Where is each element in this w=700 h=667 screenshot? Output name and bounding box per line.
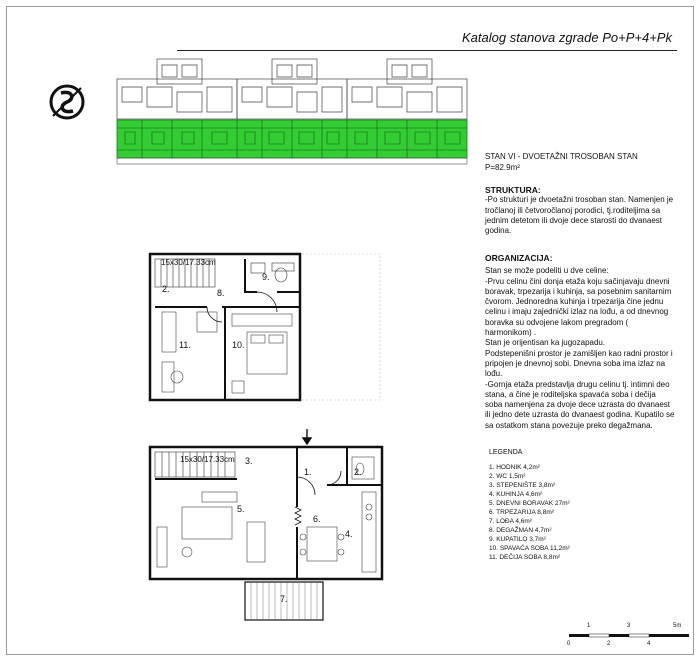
room-label: 4. bbox=[345, 529, 353, 539]
organization-paragraph: -Gornja etaža predstavlja drugu celinu tj. intimni deo stana, a čine je roditeljska spavaća soba i dečija soba namenjena za dvoje dece uzrasta do dvanaest ili jedno dete uzrasta do dvanaest godina. Kupatilo se sa ostatkom stana povezuje preko degažmana. bbox=[485, 379, 675, 430]
scale-label: 2 bbox=[607, 641, 611, 647]
legend bbox=[489, 448, 629, 562]
room-label: 2. bbox=[354, 467, 362, 477]
scale-label: 1 bbox=[587, 623, 591, 629]
scale-label: 3 bbox=[627, 623, 631, 629]
room-label: 11. bbox=[179, 340, 191, 350]
structure-text: -Po strukturi je dvoetažni trosoban stan. Namenjen je tročlanoj ili četvoročlanoj porodici, tj.roditeljima sa jednim detetom ili dvoje dece starosti do dvanaest godina. bbox=[485, 195, 674, 236]
organization-heading: ORGANIZACIJA: bbox=[485, 253, 553, 263]
organization-paragraph: Stan je orijentisan ka jugozapadu. bbox=[485, 338, 606, 348]
room-label: 2. bbox=[162, 284, 170, 294]
legend-item: 8. DEGAŽMAN 4,7m² bbox=[489, 527, 552, 534]
sheet-title: Katalog stanova zgrade Po+P+4+Pk bbox=[462, 30, 672, 45]
north-arrow-icon bbox=[51, 86, 83, 118]
organization-paragraph: Stan se može podeliti u dve celine: bbox=[485, 266, 609, 276]
legend-item: 1. HODNIK 4,2m² bbox=[489, 464, 540, 471]
legend-item: 2. WC 1,5m² bbox=[489, 473, 526, 480]
legend-item: 9. KUPATILO 3,7m² bbox=[489, 536, 546, 543]
room-label: 6. bbox=[313, 514, 321, 524]
catalog-sheet bbox=[6, 6, 694, 655]
legend-item: 4. KUHINJA 4,6m² bbox=[489, 491, 543, 498]
structure-heading: STRUKTURA: bbox=[485, 185, 541, 195]
legend-item: 6. TRPEZARIJA 8,8m² bbox=[489, 509, 554, 516]
room-label: 9. bbox=[262, 272, 270, 282]
legend-item: 7. LOĐA 4,6m² bbox=[489, 518, 532, 525]
room-label: 7. bbox=[280, 594, 288, 604]
organization-paragraph: Podstepenišni prostor je zamišljen kao radni prostor i pripojen je dnevnoj sobi. Dnevna soba ima izlaz na lođu. bbox=[485, 348, 673, 379]
legend-item: 3. STEPENIŠTE 3,8m² bbox=[489, 482, 556, 489]
legend-item: 5. DNEVNI BORAVAK 27m² bbox=[489, 500, 570, 507]
apartment-info bbox=[485, 151, 638, 173]
lower-stair-note: 15x30/17.33cm bbox=[180, 455, 235, 464]
legend-item: 11. DEČIJA SOBA 8,8m² bbox=[489, 554, 561, 561]
legend-heading: LEGENDA bbox=[489, 449, 523, 456]
legend-list bbox=[489, 463, 629, 562]
building-overview bbox=[117, 59, 467, 164]
apartment-name: STAN VI - DVOETAŽNI TROSOBAN STAN bbox=[485, 152, 638, 161]
scale-label: 5m bbox=[673, 623, 682, 629]
structure-section bbox=[485, 185, 675, 236]
scale-bar bbox=[569, 634, 689, 637]
room-label: 3. bbox=[245, 456, 253, 466]
room-label: 1. bbox=[304, 467, 312, 477]
room-label: 8. bbox=[217, 288, 225, 298]
legend-item: 10. SPAVAĆA SOBA 11,2m² bbox=[489, 545, 570, 552]
organization-section bbox=[485, 253, 675, 431]
room-label: 5. bbox=[237, 504, 245, 514]
room-label: 10. bbox=[232, 340, 245, 350]
upper-stair-note: 15x30/17.33cm bbox=[161, 258, 216, 267]
apartment-area: P=82.9m² bbox=[485, 163, 520, 172]
scale-label: 4 bbox=[647, 641, 651, 647]
organization-paragraph: -Prvu celinu čini donja etaža koju sačinjavaju dnevni boravak, trpezarija i kuhinja, sa posebnim sanitarnim čvorom. Jednoredna kuhinja i trpezarija čine jednu celinu i imaju zajednički izlaz na lođu, a od dnevnog boravka su odvojene lakom pregradom ( harmonikom) . bbox=[485, 276, 672, 338]
scale-label: 0 bbox=[567, 641, 571, 647]
